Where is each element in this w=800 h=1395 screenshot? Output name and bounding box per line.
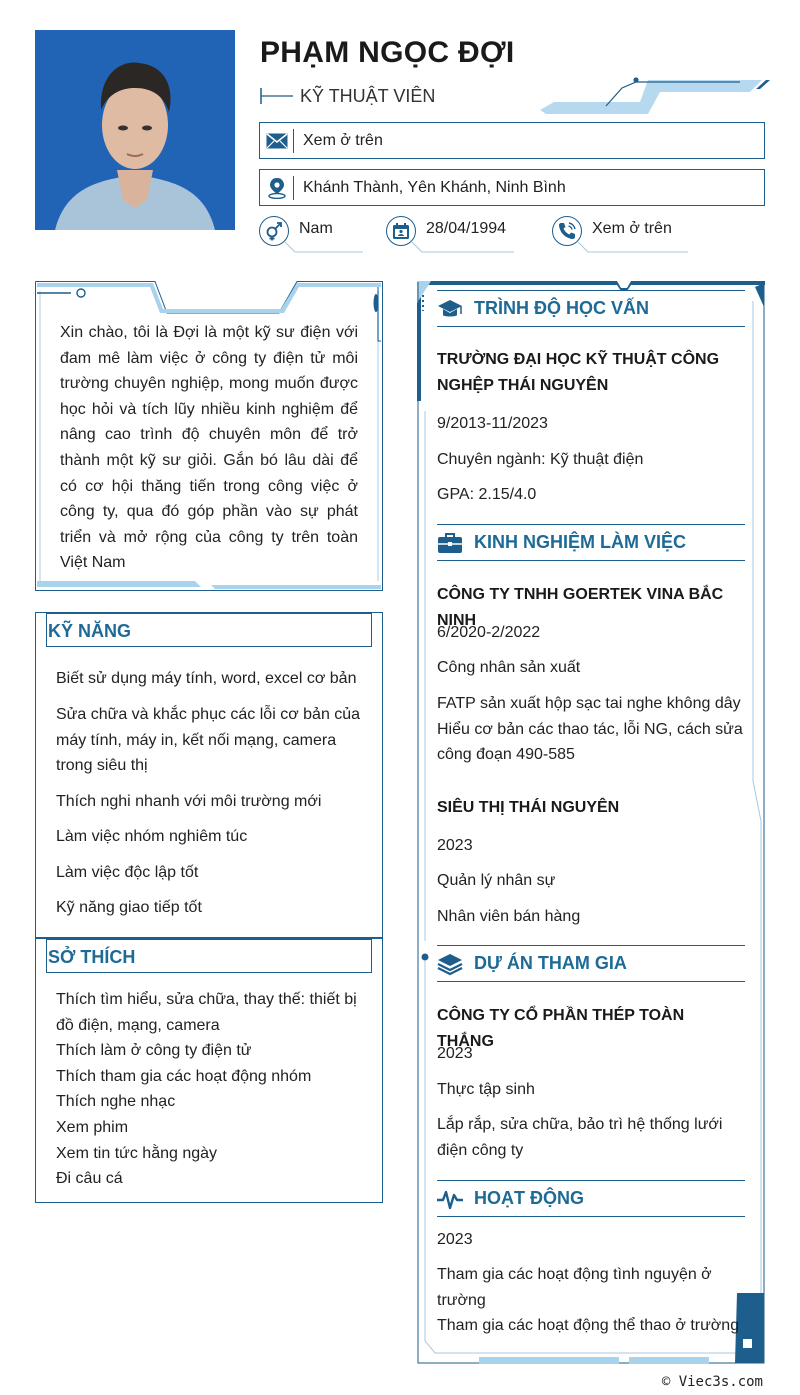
- hobby-item: Thích tìm hiểu, sửa chữa, thay thế: thiết bị đồ điện, mạng, camera: [56, 991, 357, 1034]
- job-period: 6/2020-2/2022: [437, 624, 541, 641]
- project-company: CÔNG TY CỔ PHẦN THÉP TOÀN THẮNG: [437, 1007, 685, 1050]
- project-period: 2023: [437, 1045, 473, 1062]
- job-position: Quản lý nhân sự: [437, 872, 556, 889]
- skill-item: Sửa chữa và khắc phục các lỗi cơ bản của máy tính, máy in, kết nối mạng, camera trong siêu thị: [56, 706, 361, 775]
- activity-period: 2023: [437, 1231, 473, 1248]
- graduation-cap-icon: [437, 297, 463, 321]
- hobby-item: Xem tin tức hằng ngày: [56, 1145, 218, 1162]
- underline-decoration: [576, 242, 690, 256]
- location-pin-icon: [260, 176, 294, 200]
- job-period: 2023: [437, 837, 473, 854]
- address-box: [259, 169, 765, 206]
- projects-header: [437, 945, 745, 982]
- email-value: Xem ở trên: [303, 131, 383, 149]
- skills-title: KỸ NĂNG: [48, 621, 132, 641]
- skills-header: [46, 613, 372, 647]
- experience-header: [437, 524, 745, 561]
- underline-decoration: [410, 242, 516, 256]
- phone-item: [552, 214, 692, 256]
- briefcase-icon: [437, 531, 463, 555]
- mail-icon: [260, 129, 294, 153]
- birthday-item: [386, 214, 516, 256]
- hobby-item: Xem phim: [56, 1119, 129, 1136]
- skill-item: Kỹ năng giao tiếp tốt: [56, 899, 202, 916]
- pulse-icon: [437, 1187, 463, 1211]
- gender-item: [259, 214, 369, 256]
- activity-description: Tham gia các hoạt động tình nguyện ở trường Tham gia các hoạt động thể thao ở trường: [437, 1266, 740, 1335]
- underline-decoration: [283, 242, 365, 256]
- intro-paragraph: Xin chào, tôi là Đợi là một kỹ sư điện với đam mê làm việc ở công ty điện tử môi trường chuyên nghiệp, mong muốn được học hỏi và tích lũy nhiều kinh nghiệm để nâng cao trình độ chuyên môn để trở thành một kỹ sư giỏi. Gắn bó lâu dài để có cơ hội thăng tiến trong công việc ở công ty, qua đó góp phần vào sự phát triển và mở rộng của công ty trên toàn Việt Nam: [60, 324, 358, 572]
- skill-item: Thích nghi nhanh với môi trường mới: [56, 793, 322, 810]
- skill-item: Làm việc độc lập tốt: [56, 864, 199, 881]
- email-box: [259, 122, 765, 159]
- birthday-value: 28/04/1994: [426, 220, 507, 237]
- job-description: Nhân viên bán hàng: [437, 908, 581, 925]
- education-period: 9/2013-11/2023: [437, 415, 548, 432]
- hobby-item: Thích làm ở công ty điện tử: [56, 1042, 252, 1059]
- education-title: TRÌNH ĐỘ HỌC VẤN: [474, 298, 649, 318]
- job-company: CÔNG TY TNHH GOERTEK VINA BẮC NINH: [437, 586, 724, 629]
- layers-icon: [437, 952, 463, 976]
- hobbies-header: [46, 939, 372, 973]
- education-header: [437, 290, 745, 327]
- candidate-name: PHẠM NGỌC ĐỢI: [260, 36, 515, 69]
- job-title: KỸ THUẬT VIÊN: [300, 85, 436, 106]
- education-school: TRƯỜNG ĐẠI HỌC KỸ THUẬT CÔNG NGHỆP THÁI NGUYÊN: [437, 351, 720, 394]
- phone-value: Xem ở trên: [592, 220, 672, 237]
- profile-photo: [35, 30, 235, 230]
- hobbies-title: SỞ THÍCH: [48, 947, 136, 967]
- hobby-item: Thích tham gia các hoạt động nhóm: [56, 1068, 312, 1085]
- education-major: Chuyên ngành: Kỹ thuật điện: [437, 451, 644, 468]
- job-position: Công nhân sản xuất: [437, 659, 581, 676]
- address-value: Khánh Thành, Yên Khánh, Ninh Bình: [303, 178, 566, 196]
- hobby-item: Thích nghe nhạc: [56, 1093, 176, 1110]
- job-title-row: [260, 85, 435, 107]
- projects-title: DỰ ÁN THAM GIA: [474, 953, 627, 973]
- job-description: FATP sản xuất hộp sạc tai nghe không dây Hiểu cơ bản các thao tác, lỗi NG, cách sửa công đoạn 490-585: [437, 695, 743, 764]
- activities-header: [437, 1180, 745, 1217]
- job-company: SIÊU THỊ THÁI NGUYÊN: [437, 799, 620, 816]
- education-gpa: GPA: 2.15/4.0: [437, 486, 537, 503]
- hobby-item: Đi câu cá: [56, 1170, 123, 1187]
- footer-watermark: © Viec3s.com: [661, 1374, 763, 1390]
- gender-value: Nam: [299, 220, 333, 237]
- project-role: Thực tập sinh: [437, 1081, 535, 1098]
- skill-item: Làm việc nhóm nghiêm túc: [56, 828, 248, 845]
- activities-title: HOẠT ĐỘNG: [474, 1188, 584, 1208]
- experience-title: KINH NGHIỆM LÀM VIỆC: [474, 532, 687, 552]
- line-decoration-icon: [260, 85, 294, 107]
- project-description: Lắp rắp, sửa chữa, bảo trì hệ thống lưới điện công ty: [437, 1116, 723, 1159]
- header-circuit-decoration: [540, 74, 772, 116]
- skill-item: Biết sử dụng máy tính, word, excel cơ bản: [56, 670, 357, 687]
